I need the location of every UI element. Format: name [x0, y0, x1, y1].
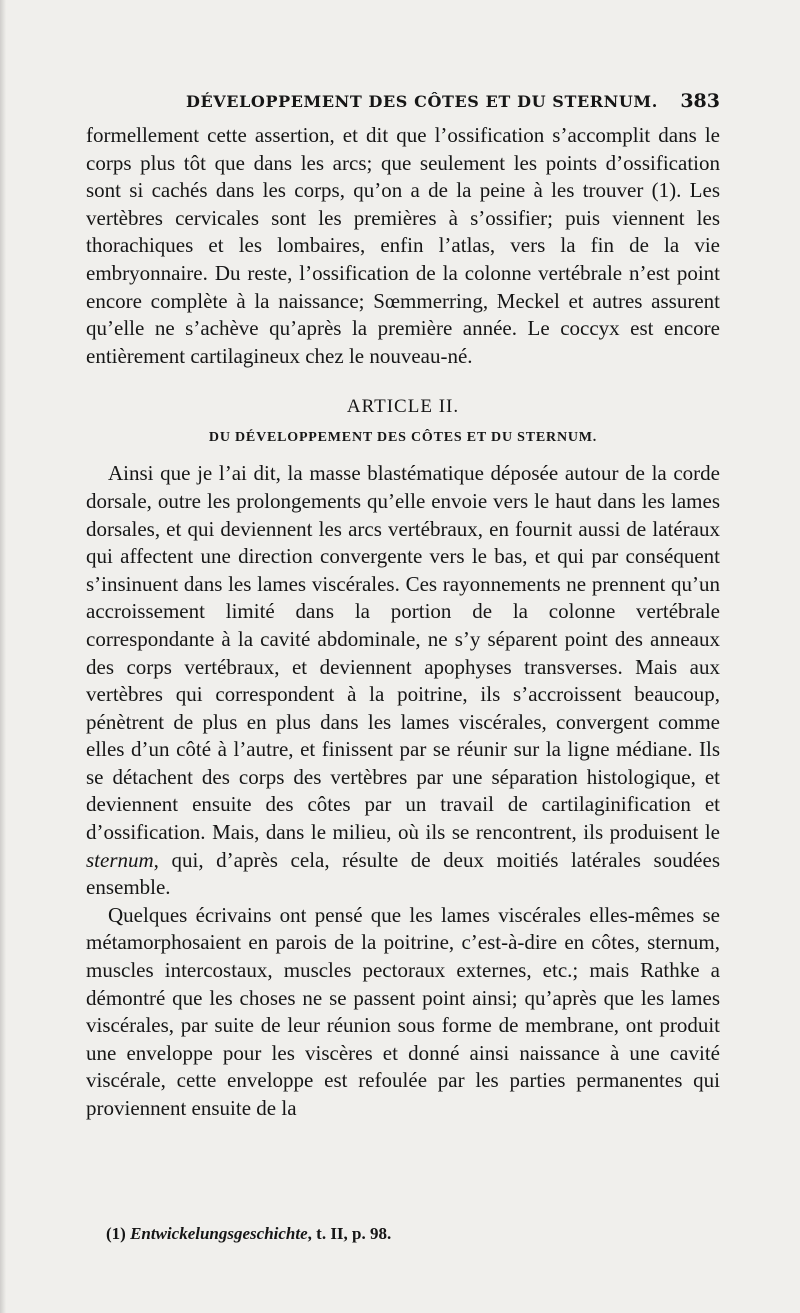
footnote-reference: , t. II, p. 98. — [307, 1224, 392, 1243]
paragraph-visceral-plates: Quelques écrivains ont pensé que les lames viscérales elles-mêmes se métamorphosaient en parois de la poitrine, c’est-à-dire en côtes, sternum, muscles intercostaux, muscles pectoraux externes, etc.; mais Rathke a démontré que les choses ne se passent point ainsi; qu’après que les lames viscérales, par suite de leur réunion sous forme de membrane, ont produit une enveloppe pour les viscères et donné ainsi naissance à une cavité viscérale, cette enveloppe est refoulée par les parties permanentes qui proviennent ensuite de la — [86, 902, 720, 1120]
page-edge-shadow — [0, 0, 6, 1313]
paragraph-text: Ainsi que je l’ai dit, la masse blastématique déposée autour de la corde dorsale, outre les prolongements qu’elle envoie vers le haut dans les lames dorsales, et qui deviennent les arcs vertébraux, en fournit aussi de latéraux qui affectent une direction convergente vers le bas, et qui par conséquent s’insinuent dans les lames viscérales. Ces rayonnements ne prennent qu’un accroissement limité dans la portion de la colonne vertébrale correspondante à la cavité abdominale, ne s’y séparent point des anneaux des corps vertébraux, et deviennent apophyses transverses. Mais aux vertèbres qui correspondent à la poitrine, ils s’accroissent beaucoup, pénètrent de plus en plus dans les lames viscérales, convergent comme elles d’un côté à l’autre, et finissent par se réunir sur la ligne médiane. Ils se détachent des corps des vertèbres par une séparation histologique, et deviennent ensuite des côtes par un travail de cartilaginification et d’ossification. Mais, dans le milieu, où ils se rencontrent, ils produisent le — [86, 461, 720, 845]
page-header — [86, 88, 720, 118]
page-number: 383 — [680, 90, 720, 112]
article-heading: ARTICLE II. — [346, 396, 460, 418]
paragraph-continuation: formellement cette assertion, et dit que l’ossification s’accomplit dans le corps plus tôt que dans les arcs; que seulement les points d’ossification sont si cachés dans les corps, qu’on a de la peine à les trouver (1). Les vertèbres cervicales sont les premières à s’ossifier; puis viennent les thorachiques et les lombaires, enfin l’atlas, vers la fin de la vie embryonnaire. Du reste, l’ossification de la colonne vertébrale n’est point encore complète à la naissance; Sœmmerring, Meckel et autres assurent qu’elle ne s’achève qu’après la première année. Le coccyx est encore entièrement cartilagineux chez le nouveau-né. — [86, 123, 720, 368]
section-heading: DU DÉVELOPPEMENT DES CÔTES ET DU STERNUM. — [208, 430, 598, 446]
footnote-marker: (1) — [106, 1224, 126, 1243]
running-head: DÉVELOPPEMENT DES CÔTES ET DU STERNUM. — [186, 92, 658, 111]
footnote-title: Entwickelungsgeschichte — [130, 1224, 308, 1243]
paragraph-ribs-development — [86, 460, 720, 902]
paragraph-text: , qui, d’après cela, résulte de deux moitiés latérales soudées ensemble. — [86, 847, 720, 900]
footnote — [106, 1224, 391, 1244]
sternum-term: sternum — [86, 847, 154, 872]
body-text — [86, 122, 720, 1123]
